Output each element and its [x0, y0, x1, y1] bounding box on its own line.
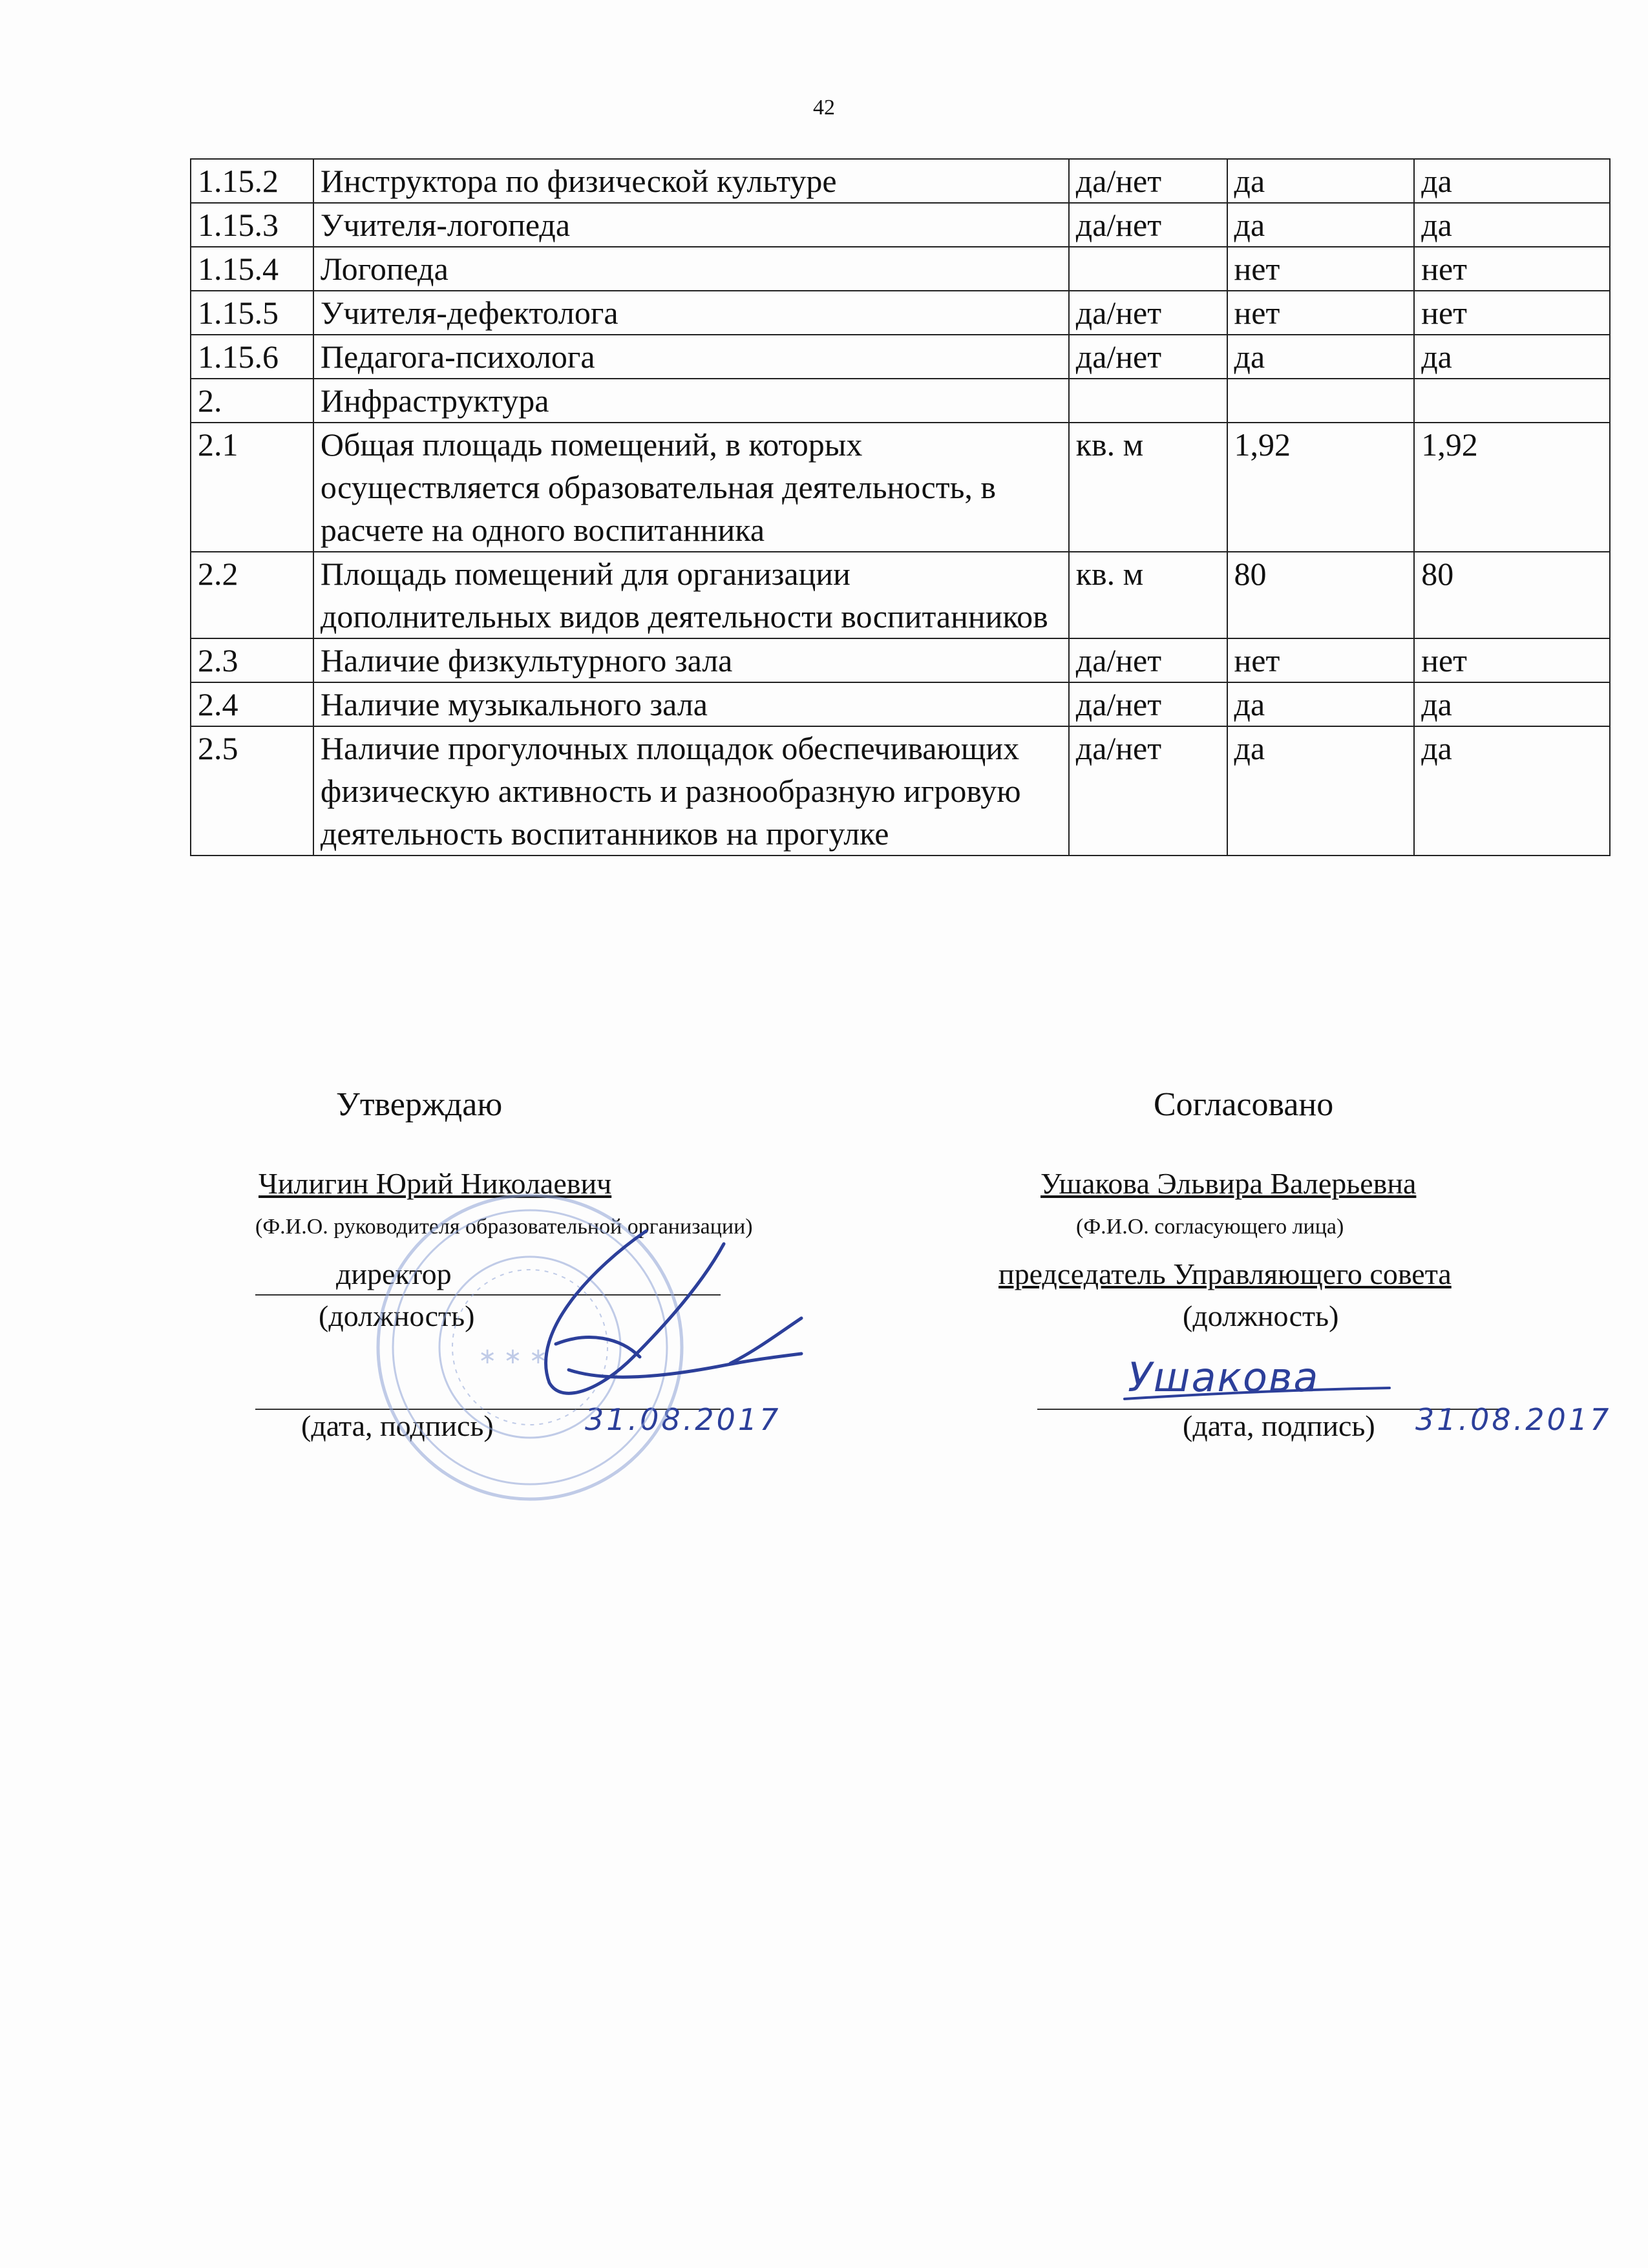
agree-date-handwritten: 31.08.2017: [1415, 1402, 1612, 1437]
row-unit: да/нет: [1069, 726, 1227, 856]
row-value-2: нет: [1414, 247, 1610, 291]
approve-position-caption: (должность): [319, 1299, 475, 1332]
row-unit: да/нет: [1069, 682, 1227, 726]
row-unit: да/нет: [1069, 291, 1227, 335]
row-value-1: да: [1227, 726, 1415, 856]
row-number: 1.15.4: [191, 247, 313, 291]
row-value-1: нет: [1227, 638, 1415, 682]
row-number: 1.15.5: [191, 291, 313, 335]
director-signature: [546, 1231, 801, 1393]
row-indicator: Педагога-психолога: [313, 335, 1069, 379]
agree-signature-underline: [1125, 1388, 1389, 1399]
approve-heading: Утверждаю: [336, 1086, 503, 1123]
row-indicator: Общая площадь помещений, в которых осуществляется образовательная деятельность, в расчете на одного воспитанника: [313, 423, 1069, 552]
row-indicator: Площадь помещений для организации дополнительных видов деятельности воспитанников: [313, 552, 1069, 638]
row-value-2: 1,92: [1414, 423, 1610, 552]
row-number: 2.3: [191, 638, 313, 682]
row-unit: да/нет: [1069, 335, 1227, 379]
page-number: 42: [813, 96, 835, 120]
row-indicator: Наличие музыкального зала: [313, 682, 1069, 726]
row-number: 1.15.3: [191, 203, 313, 247]
row-value-1: да: [1227, 682, 1415, 726]
row-value-1: 80: [1227, 552, 1415, 638]
row-value-2: нет: [1414, 291, 1610, 335]
approve-date-caption: (дата, подпись): [301, 1409, 494, 1442]
row-value-2: да: [1414, 726, 1610, 856]
row-value-2: нет: [1414, 638, 1610, 682]
approve-position: директор: [336, 1257, 452, 1290]
approve-name-caption: (Ф.И.О. руководителя образовательной организации): [255, 1215, 753, 1239]
row-indicator: Наличие прогулочных площадок обеспечивающих физическую активность и разнообразную игровую деятельность воспитанников на прогулке: [313, 726, 1069, 856]
row-indicator: Логопеда: [313, 247, 1069, 291]
row-number: 2.2: [191, 552, 313, 638]
row-number: 2.4: [191, 682, 313, 726]
row-number: 2.5: [191, 726, 313, 856]
agree-date-caption: (дата, подпись): [1183, 1409, 1375, 1442]
agree-heading: Согласовано: [1154, 1086, 1334, 1123]
row-unit: кв. м: [1069, 552, 1227, 638]
row-unit: кв. м: [1069, 423, 1227, 552]
row-indicator: Наличие физкультурного зала: [313, 638, 1069, 682]
row-value-2: да: [1414, 682, 1610, 726]
row-value-2: да: [1414, 203, 1610, 247]
row-value-1: 1,92: [1227, 423, 1415, 552]
row-value-2: да: [1414, 335, 1610, 379]
row-number: 1.15.6: [191, 335, 313, 379]
row-indicator: Инфраструктура: [313, 379, 1069, 423]
agree-name: Ушакова Эльвира Валерьевна: [1041, 1167, 1417, 1200]
row-unit: да/нет: [1069, 159, 1227, 203]
agree-name-caption: (Ф.И.О. согласующего лица): [1076, 1215, 1344, 1239]
row-unit: да/нет: [1069, 203, 1227, 247]
row-indicator: Учителя-дефектолога: [313, 291, 1069, 335]
row-value-1: нет: [1227, 247, 1415, 291]
row-number: 1.15.2: [191, 159, 313, 203]
row-unit: да/нет: [1069, 638, 1227, 682]
row-value-1: нет: [1227, 291, 1415, 335]
approve-date-handwritten: 31.08.2017: [585, 1402, 781, 1437]
row-value-2: да: [1414, 159, 1610, 203]
row-value-2: 80: [1414, 552, 1610, 638]
row-indicator: Учителя-логопеда: [313, 203, 1069, 247]
official-stamp: [378, 1195, 682, 1499]
svg-text:∗ ∗ ∗: ∗ ∗ ∗: [478, 1343, 548, 1369]
approve-name: Чилигин Юрий Николаевич: [259, 1167, 612, 1200]
agree-position: председатель Управляющего совета: [998, 1257, 1452, 1290]
agree-signature: Ушакова: [1128, 1354, 1320, 1401]
row-value-1: да: [1227, 203, 1415, 247]
row-number: 2.: [191, 379, 313, 423]
row-value-1: да: [1227, 335, 1415, 379]
row-value-1: да: [1227, 159, 1415, 203]
row-number: 2.1: [191, 423, 313, 552]
agree-position-caption: (должность): [1183, 1299, 1339, 1332]
row-indicator: Инструктора по физической культуре: [313, 159, 1069, 203]
